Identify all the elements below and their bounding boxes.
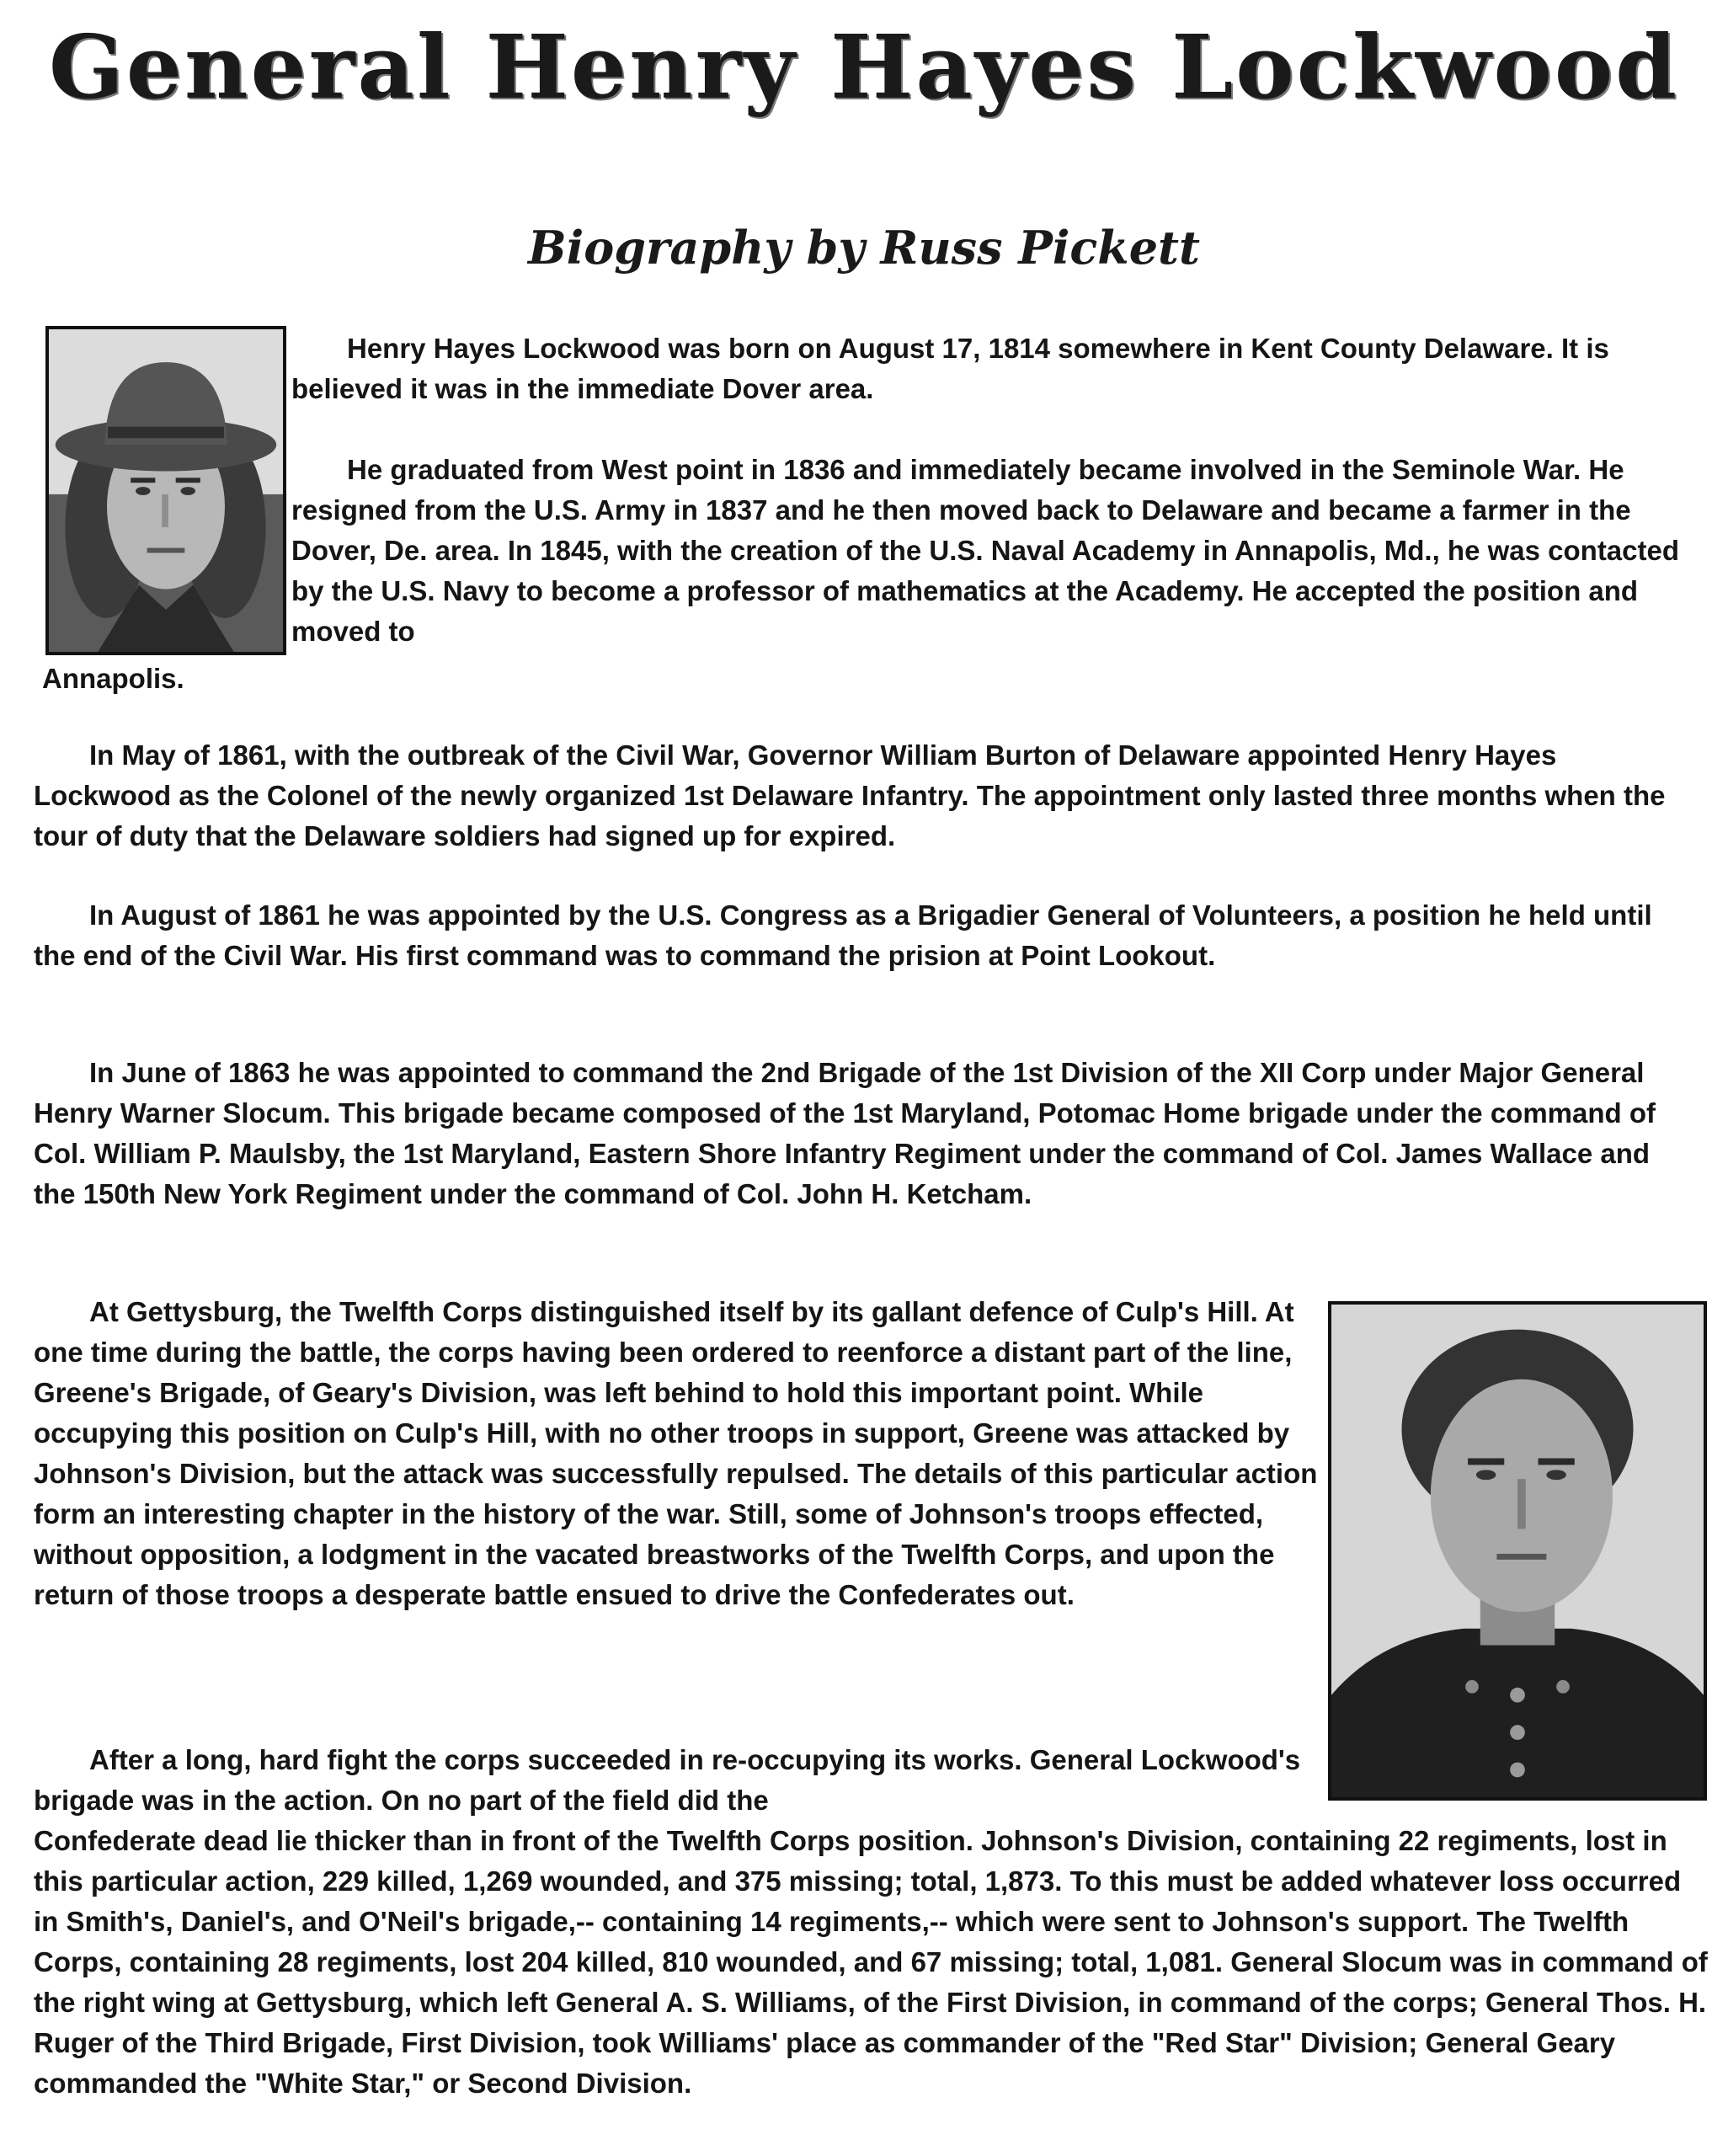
portrait-hat-icon [45, 326, 286, 655]
paragraph-second-brigade: In June of 1863 he was appointed to command the 2nd Brigade of the 1st Division of the XII Corp under Major General Henry Warner Slocum. This brigade became composed of the 1st Maryland, Potomac Home brigade under the command of Col. William P. Maulsby, the 1st Maryland, Eastern Shore Infantry Regiment under the command of Col. James Wallace and the 150th New York Regiment under the command of Col. John H. Ketcham. [34, 1057, 1656, 1209]
author-byline: Biography by Russ Pickett [528, 221, 1200, 275]
paragraph-gettysburg: At Gettysburg, the Twelfth Corps distinguished itself by its gallant defence of Culp's Hill. At one time during the battle, the corps having been ordered to reenforce a distant part of the line, Greene's Brigade, of Geary's Division, was left behind to hold this important point. While occupying this position on Culp's Hill, with no other troops in support, Greene was attacked by Johnson's Division, but the attack was successfully repulsed. The details of this particular action form an interesting chapter in the history of the war. Still, some of Johnson's troops effected, without opposition, a lodgment in the vacated breastworks of the Twelfth Corps, and upon the return of those troops a desperate battle ensued to drive the Confederates out. [34, 1296, 1318, 1610]
paragraph-civil-war-start: In May of 1861, with the outbreak of the Civil War, Governor William Burton of Delaware appointed Henry Hayes Lockwood as the Colonel of the newly organized 1st Delaware Infantry. The appointment only lasted three months when the tour of duty that the Delaware soldiers had signed up for expired. [34, 739, 1666, 851]
portrait-uniform-icon [1328, 1301, 1707, 1801]
paragraph-aftermath: After a long, hard fight the corps succeeded in re-occupying its works. General Lockwood's brigade was in the action. On no part of the field did the [34, 1744, 1301, 1816]
paragraph-brigadier-general: In August of 1861 he was appointed by the U.S. Congress as a Brigadier General of Volunteers, a position he held until the end of the Civil War. His first command was to command the prision at Point Lookout. [34, 899, 1652, 971]
paragraph-early-career: He graduated from West point in 1836 and immediately became involved in the Seminole War. He resigned from the U.S. Army in 1837 and he then moved back to Delaware and became a farmer in the Dover, De. area. In 1845, with the creation of the U.S. Naval Academy in Annapolis, Md., he was contacted by the U.S. Navy to become a professor of mathematics at the Academy. He accepted the position and moved to [291, 454, 1680, 647]
paragraph-aftermath-continued: Confederate dead lie thicker than in front of the Twelfth Corps position. Johnson's Division, containing 22 regiments, lost in this particular action, 229 killed, 1,269 wounded, and 375 missing; total, 1,873. To this must be added whatever loss occurred in Smith's, Daniel's, and O'Neil's brigade,-- containing 14 regiments,-- which were sent to Johnson's support. The Twelfth Corps, containing 28 regiments, lost 204 killed, 810 wounded, and 67 missing; total, 1,081. General Slocum was in command of the right wing at Gettysburg, which left General A. S. Williams, of the First Division, in command of the corps; General Thos. H. Ruger of the Third Brigade, First Division, took Williams' place as commander of the "Red Star" Division; General Geary commanded the "White Star," or Second Division. [34, 1825, 1708, 2099]
page-title: General Henry Hayes Lockwood [49, 15, 1679, 119]
paragraph-early-career-tail: Annapolis. [42, 663, 184, 694]
paragraph-birth: Henry Hayes Lockwood was born on August 17, 1814 somewhere in Kent County Delaware. It is believed it was in the immediate Dover area. [291, 333, 1609, 404]
